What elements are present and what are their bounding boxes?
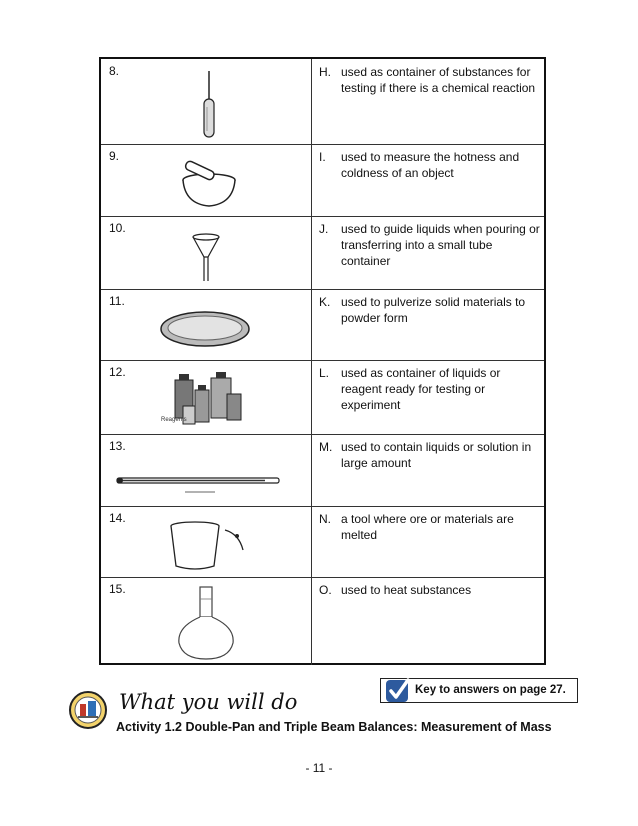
choice-letter: M. (319, 440, 333, 454)
table-row (101, 289, 544, 361)
item-number: 12. (109, 365, 126, 379)
funnel-icon (191, 233, 221, 285)
choice-letter: K. (319, 295, 331, 309)
choice-description: used to measure the hotness and coldness of an object (341, 150, 520, 180)
choice-description: a tool where ore or materials are melted (341, 512, 514, 542)
choice-letter: J. (319, 222, 329, 236)
page-number: - 11 - (305, 761, 333, 775)
table-row (101, 360, 544, 435)
item-number: 14. (109, 511, 126, 525)
item-number: 9. (109, 149, 120, 163)
activity-title: Activity 1.2 Double-Pan and Triple Beam Balances: Measurement of Mass (116, 720, 552, 734)
reagents-caption: Reagents (161, 417, 187, 423)
crucible-icon (167, 520, 247, 574)
activity-emblem-icon (68, 690, 108, 730)
section-title: What you will do (119, 690, 298, 714)
watch-glass-icon (159, 309, 251, 349)
thermometer-icon (115, 472, 281, 500)
choice-letter: I. (319, 150, 326, 164)
choice-letter: O. (319, 583, 332, 597)
matching-table (99, 57, 546, 665)
checkmark-icon (384, 676, 412, 704)
item-number: 13. (109, 439, 126, 453)
choice-description: used to contain liquids or solution in large amount (341, 440, 532, 470)
answer-key-note (380, 678, 578, 703)
table-row (101, 216, 544, 290)
item-number: 10. (109, 221, 126, 235)
item-number: 8. (109, 64, 120, 78)
mortar-pestle-icon (181, 160, 237, 210)
choice-description: used to pulverize solid materials to powder form (341, 295, 526, 325)
table-row (101, 59, 544, 145)
test-tube-icon (199, 71, 219, 141)
choice-description: used to guide liquids when pouring or transferring into a small tube container (341, 222, 540, 268)
choice-letter: N. (319, 512, 331, 526)
choice-description: used as container of substances for testing if there is a chemical reaction (341, 65, 536, 95)
item-number: 15. (109, 582, 126, 596)
table-row (101, 506, 544, 578)
table-row (101, 144, 544, 217)
volumetric-flask-icon (173, 585, 239, 661)
choice-letter: H. (319, 65, 331, 79)
item-number: 11. (109, 294, 125, 308)
choice-description: used as container of liquids or reagent ready for testing or experiment (341, 366, 501, 412)
key-note-text: Key to answers on page 27. (415, 684, 566, 696)
table-row (101, 434, 544, 507)
choice-letter: L. (319, 366, 330, 380)
table-row (101, 577, 544, 665)
choice-description: used to heat substances (341, 583, 472, 597)
